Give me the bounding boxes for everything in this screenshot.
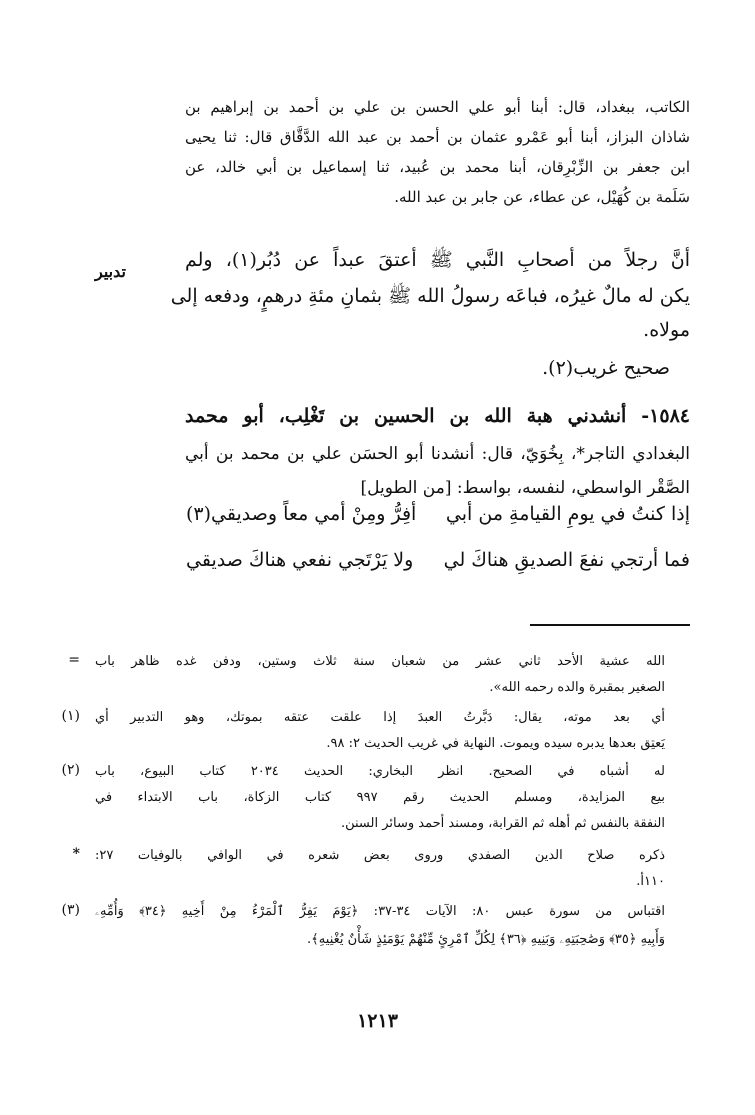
footnote-cont-line-2: الصغير بمقبرة والده رحمه الله». xyxy=(489,680,665,695)
isnad-line-3: ابن جعفر بن الزِّبْرِقان، أبنا محمد بن عُبيد، ثنا إسماعيل بن أبي خالد، عن xyxy=(185,158,690,176)
hadith-line-1: أنَّ رجلاً من أصحابِ النَّبي ﷺ أعتقَ عبداً عن دُبُر(١)، ولم xyxy=(185,249,691,271)
footnote-2-line-1: له أشباه في الصحيح. انظر البخاري: الحديث ٢٠٣٤ كتاب البيوع، باب xyxy=(95,764,665,779)
isnad-line-4: سَلَمة بن كُهَيْل، عن عطاء، عن جابر بن عبد الله. xyxy=(394,188,690,206)
page-number: ١٢١٣ xyxy=(357,1010,398,1032)
footnote-1-line-2: يَعتِق بعدها يدبره سيده ويموت. النهاية في غريب الحديث ٢: ٩٨. xyxy=(326,736,665,751)
footnote-marker-1: (١) xyxy=(61,708,80,724)
footnote-marker-star: * xyxy=(72,846,80,862)
isnad-line-2: شاذان البزاز، أبنا أبو عَمْرو عثمان بن أحمد بن عبد الله الدَّقَّاق قال: ثنا يحيى xyxy=(185,128,690,146)
margin-note: تدبير xyxy=(95,262,126,281)
verse-1-first-hemistich: إذا كنتُ في يومِ القيامةِ من أبي xyxy=(445,503,690,525)
footnote-star-line-1: ذكره صلاح الدين الصفدي وروى بعض شعره في الوافي بالوفيات ٢٧: xyxy=(95,848,665,863)
isnad-line-1: الكاتب، ببغداد، قال: أبنا أبو علي الحسن بن علي بن أحمد بن إبراهيم بن xyxy=(185,98,690,116)
footnote-marker-3: (٣) xyxy=(61,902,80,918)
verse-2-first-hemistich: فما أرتجي نفعَ الصديقِ هناكَ لي xyxy=(443,549,690,571)
hadith-line-3: مولاه. xyxy=(643,319,690,341)
footnote-cont-line-1: الله عشية الأحد ثاني عشر من شعبان سنة ثلاث وستين، ودفن غده ظاهر باب xyxy=(95,654,665,669)
entry-body-line-1: البغدادي التاجر*، بِخُوَيّ، قال: أنشدنا أبو الحسَن علي بن محمد بن أبي xyxy=(185,444,690,464)
footnote-1-line-1: أي بعد موته، يقال: دَبَّرتُ العبدَ إذا علقت عتقه بموتك، وهو التدبير أي xyxy=(95,710,665,725)
footnote-marker-continuation: = xyxy=(68,652,80,668)
footnote-3-line-1: اقتباس من سورة عبس ٨٠: الآيات ٣٤-٣٧: ﴿يَوْمَ يَفِرُّ ٱلْمَرْءُ مِنْ أَخِيهِ ﴿٣٤﴾ وَأُمِّهِۦ xyxy=(95,904,666,919)
verse-1-second-hemistich: أفِرُّ ومِنْ أمي معاً وصديقي(٣) xyxy=(186,503,417,525)
footnote-star-line-2: ١١٠أ. xyxy=(636,874,665,889)
footnote-marker-2: (٢) xyxy=(61,762,80,778)
verse-2-second-hemistich: ولا يَرْتَجي نفعي هناكَ صديقي xyxy=(186,549,414,571)
hadith-line-2: يكن له مالٌ غيرُه، فباعَه رسولُ الله ﷺ بثمانِ مئةِ درهمٍ، ودفعه إلى xyxy=(170,285,690,307)
footnote-3-line-2: وَأَبِيهِ ﴿٣٥﴾ وَصَٰحِبَتِهِۦ وَبَنِيهِ ﴿٣٦﴾ لِكُلِّ ٱمْرِئٍ مِّنْهُمْ يَوْمَئِذٍ شَأْنٌ يُغْنِيهِ﴾. xyxy=(307,932,665,947)
footnote-separator xyxy=(530,624,690,626)
entry-body-line-2: الصَّقْر الواسطي، لنفسه، بواسط: [من الطويل] xyxy=(360,478,690,498)
entry-heading: ١٥٨٤- أنشدني هبة الله بن الحسين بن تَغْلِب، أبو محمد xyxy=(185,405,690,427)
footnote-2-line-3: النفقة بالنفس ثم أهله ثم القرابة، ومسند أحمد وسائر السنن. xyxy=(340,816,665,831)
footnote-2-line-2: بيع المزايدة، ومسلم الحديث رقم ٩٩٧ كتاب الزكاة، باب الابتداء في xyxy=(95,790,665,805)
grading: صحيح غريب(٢). xyxy=(542,357,670,379)
